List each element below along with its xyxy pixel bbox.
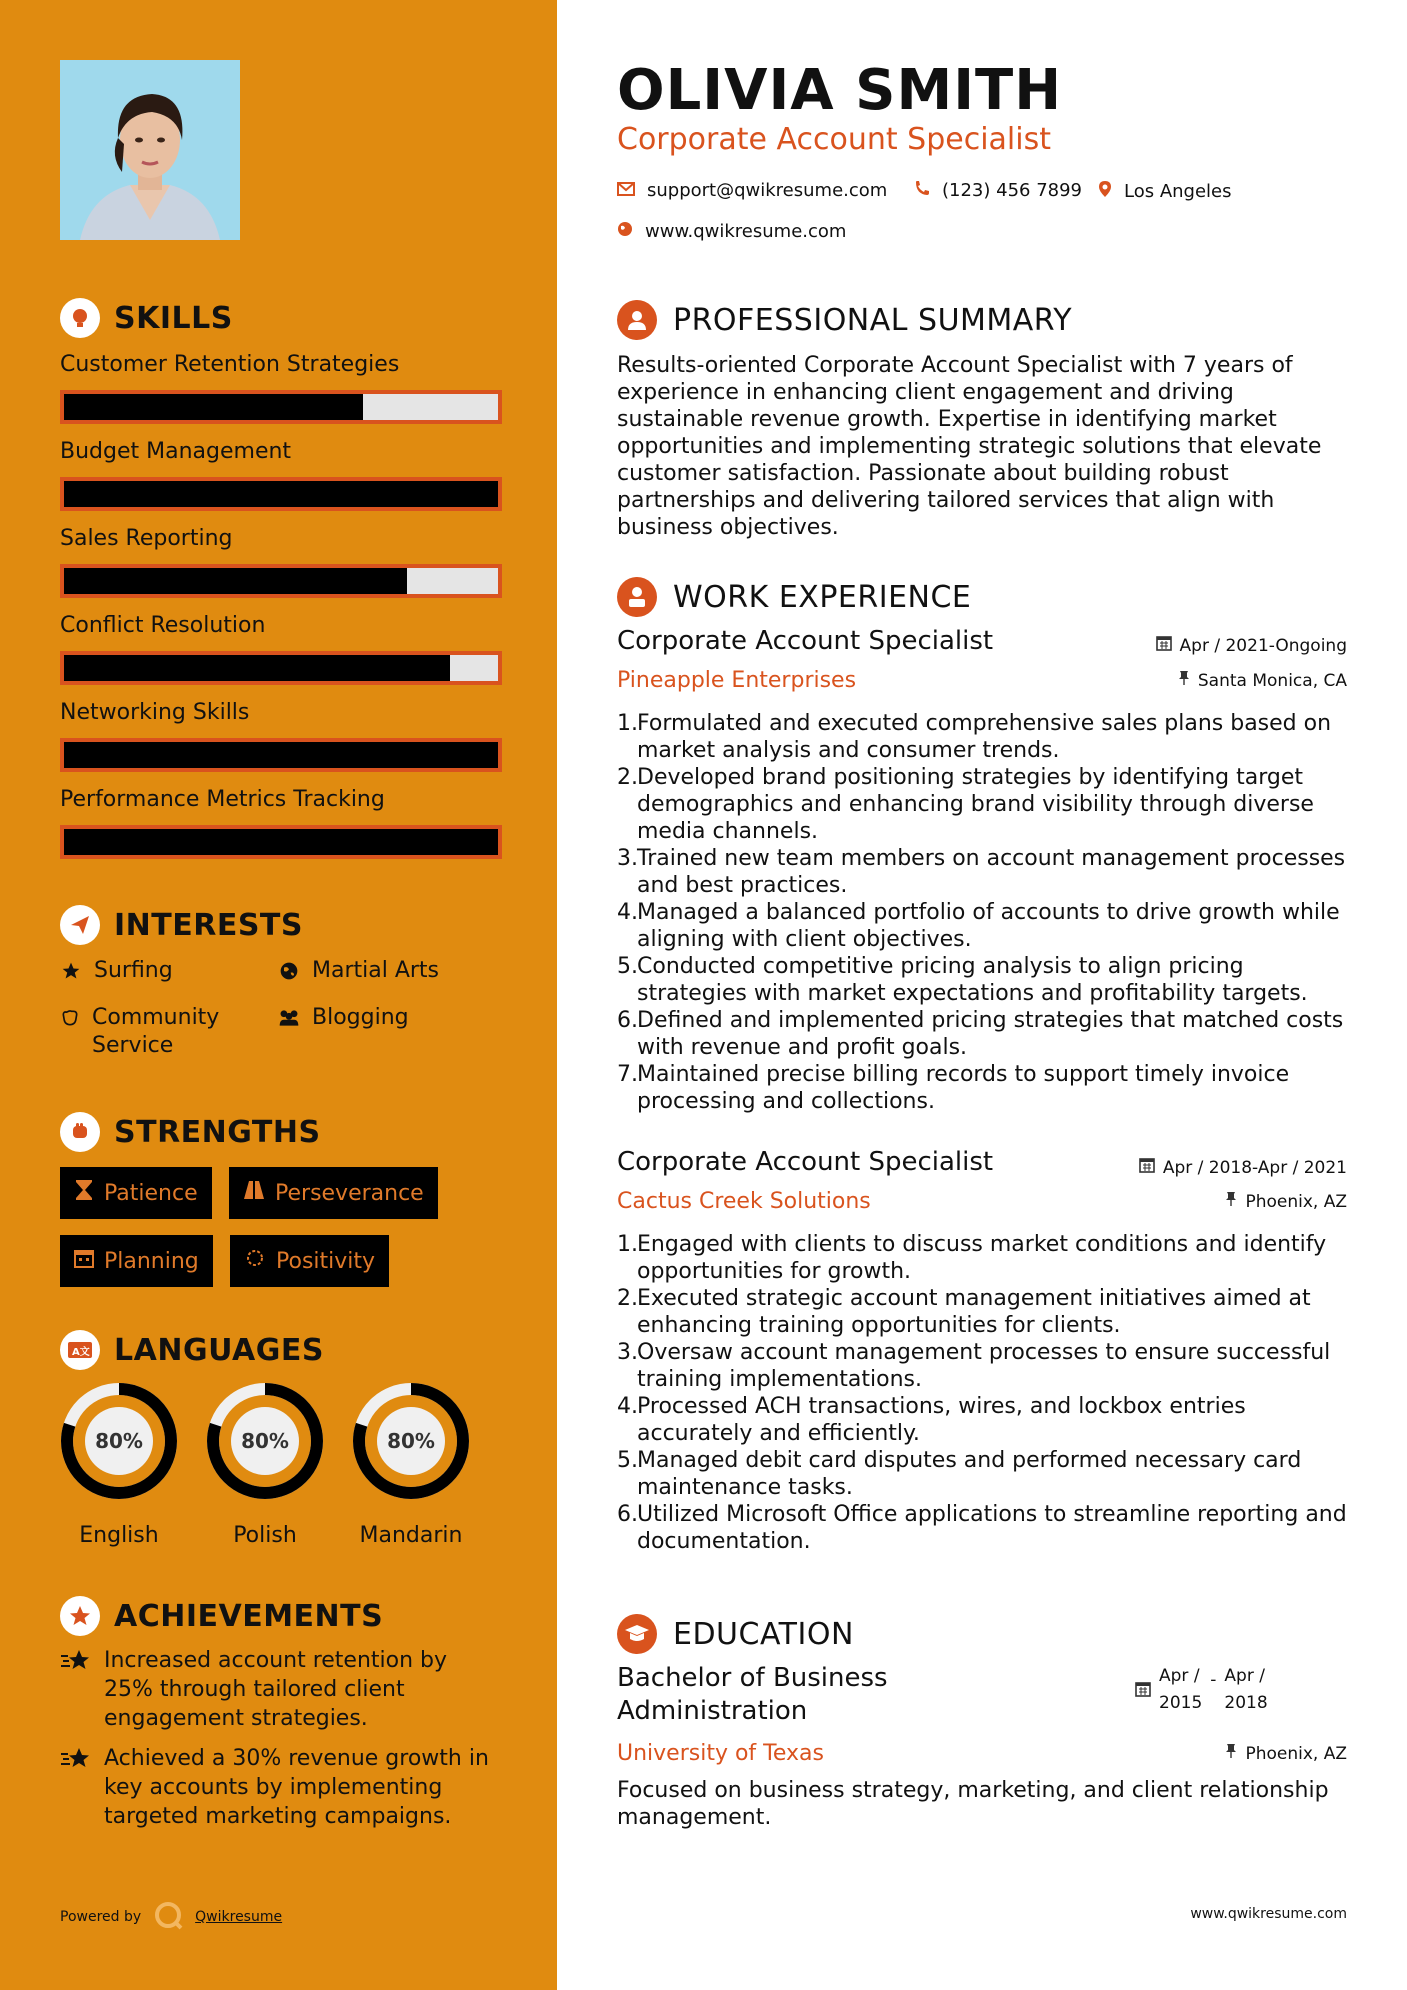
job-location-text: Santa Monica, CA [1197, 670, 1347, 691]
language-name: Polish [233, 1523, 297, 1548]
education-header [617, 1614, 854, 1654]
powered-by-label: Powered by [60, 1909, 142, 1925]
skills-title: SKILLS [114, 300, 233, 336]
education-start-month: Apr / [1159, 1666, 1200, 1686]
location-text: Los Angeles [1124, 181, 1232, 202]
education-description: Focused on business strategy, marketing, and client relationship management. [617, 1778, 1329, 1830]
main-content [557, 0, 1407, 1990]
pushpin-icon [1225, 1191, 1237, 1212]
skills-header [60, 298, 233, 338]
skill-bar-fill [64, 568, 407, 594]
job-bullet: 7. Maintained precise billing records to support timely invoice processing and collections. [617, 1062, 1290, 1114]
candidate-role: Corporate Account Specialist [617, 122, 1051, 157]
language-item [59, 1381, 179, 1548]
job-dates-text: Apr / 2018-Apr / 2021 [1162, 1157, 1347, 1178]
users-icon [278, 1004, 300, 1032]
job-bullet: 1. Formulated and executed comprehensive sales plans based on market analysis and consumer trends. [617, 711, 1332, 763]
calendar-icon [1139, 1157, 1155, 1178]
globe-icon [617, 221, 633, 242]
strength-label: Perseverance [275, 1180, 424, 1206]
star-icon [60, 957, 82, 985]
interest-item [60, 1004, 260, 1060]
language-ring [59, 1381, 179, 1501]
job-location-text: Phoenix, AZ [1245, 1191, 1347, 1212]
job-location [1178, 670, 1347, 691]
education-dates [1135, 1663, 1268, 1717]
user-icon [617, 300, 657, 340]
skill-label: Customer Retention Strategies [60, 352, 400, 377]
job-location [1225, 1191, 1347, 1212]
job-dates [1139, 1157, 1347, 1178]
lightbulb-icon [60, 298, 100, 338]
languages-title: LANGUAGES [114, 1332, 324, 1368]
education-title: EDUCATION [673, 1616, 854, 1652]
strengths-title: STRENGTHS [114, 1114, 321, 1150]
language-percent: 80% [241, 1429, 289, 1453]
job-bullets [617, 710, 1357, 1115]
skill-bar [60, 390, 502, 424]
sidebar [0, 0, 557, 1990]
job-bullet: 5. Conducted competitive pricing analysis to align pricing strategies with market expectations and profitability targets. [617, 954, 1308, 1006]
contact-email [617, 180, 887, 201]
education-end [1224, 1663, 1267, 1717]
achievement-text: Achieved a 30% revenue growth in key accounts by implementing targeted marketing campaigns. [104, 1746, 489, 1829]
job-bullet: 4. Managed a balanced portfolio of accounts to drive growth while aligning with client objectives. [617, 900, 1340, 952]
skill-bar [60, 825, 502, 859]
education-date-separator: - [1210, 1670, 1217, 1690]
job-bullet: 4. Processed ACH transactions, wires, and lockbox entries accurately and efficiently. [617, 1394, 1246, 1446]
company-name: Cactus Creek Solutions [617, 1189, 871, 1214]
language-ring [205, 1381, 325, 1501]
job-bullet: 1. Engaged with clients to discuss market conditions and identify opportunities for growth. [617, 1232, 1327, 1284]
job-bullet: 6. Defined and implemented pricing strategies that matched costs with revenue and profit goals. [617, 1008, 1344, 1060]
language-name: Mandarin [359, 1523, 463, 1548]
skill-label: Budget Management [60, 439, 292, 464]
job-bullet: 3. Trained new team members on account management processes and best practices. [617, 846, 1346, 898]
skill-label: Networking Skills [60, 700, 250, 725]
summary-text: Results-oriented Corporate Account Specialist with 7 years of experience in enhancing client engagement and driving sustainable revenue growth. Expertise in identifying market opportunities and implementing strategic solutions that elevate customer satisfaction. Passionate about building robust partnerships and delivering tailored services that align with business objectives. [617, 353, 1322, 540]
sun-icon [244, 1247, 266, 1275]
language-item [205, 1381, 325, 1548]
education-end-month: Apr / [1224, 1666, 1265, 1686]
interest-label: Blogging [312, 1005, 409, 1030]
languages-header [60, 1330, 324, 1370]
interest-label: Surfing [94, 958, 173, 983]
skill-bar [60, 738, 502, 772]
contact-phone [914, 180, 1082, 201]
candidate-name: OLIVIA SMITH [617, 58, 1063, 123]
achievements-header [60, 1596, 383, 1636]
map-pin-icon [1098, 180, 1112, 203]
job-title: Corporate Account Specialist [617, 1147, 994, 1177]
svg-text:A文: A文 [72, 1347, 90, 1358]
strengths-header [60, 1112, 321, 1152]
work-header [617, 577, 971, 617]
achievement-item [60, 1646, 500, 1733]
skill-label: Performance Metrics Tracking [60, 787, 385, 812]
pushpin-icon [1178, 670, 1190, 691]
education-location [1225, 1743, 1347, 1764]
education-start-year: 2015 [1159, 1693, 1203, 1713]
summary-header [617, 300, 1072, 340]
powered-by [60, 1900, 282, 1934]
interest-label: Community Service [92, 1005, 220, 1058]
interest-item [278, 957, 439, 985]
footer-url[interactable]: www.qwikresume.com [1190, 1906, 1347, 1922]
shooting-star-icon [60, 1646, 92, 1733]
job-bullets [617, 1231, 1357, 1555]
education-location-text: Phoenix, AZ [1245, 1743, 1347, 1764]
skill-label: Sales Reporting [60, 526, 233, 551]
pushpin-icon [1225, 1743, 1237, 1764]
summary-title: PROFESSIONAL SUMMARY [673, 302, 1073, 338]
skill-label: Conflict Resolution [60, 613, 266, 638]
language-percent: 80% [95, 1429, 143, 1453]
strength-tag [229, 1167, 438, 1219]
skill-item [60, 787, 502, 859]
fist-icon [60, 1112, 100, 1152]
skill-bar-fill [64, 829, 498, 855]
interests-title: INTERESTS [114, 907, 303, 943]
interest-label: Martial Arts [312, 958, 440, 983]
language-ring [351, 1381, 471, 1501]
skill-bar [60, 564, 502, 598]
language-percent: 80% [387, 1429, 435, 1453]
calendar-icon [1135, 1663, 1151, 1717]
website-text[interactable]: www.qwikresume.com [645, 221, 847, 242]
school-name: University of Texas [617, 1741, 824, 1766]
hand-icon [60, 1004, 80, 1032]
job-bullet: 2. Executed strategic account management initiatives aimed at enhancing training opportunities for clients. [617, 1286, 1311, 1338]
work-title: WORK EXPERIENCE [673, 579, 972, 615]
contact-website [617, 221, 846, 242]
skill-bar-fill [64, 655, 450, 681]
strength-label: Planning [104, 1248, 199, 1274]
job-bullet: 2. Developed brand positioning strategies by identifying target demographics and enhancing brand visibility through diverse media channels. [617, 765, 1314, 844]
road-icon [243, 1180, 265, 1206]
translate-icon [60, 1330, 100, 1370]
skill-item [60, 526, 502, 598]
skill-bar [60, 651, 502, 685]
job-dates-text: Apr / 2021-Ongoing [1179, 635, 1347, 656]
skill-bar-fill [64, 481, 498, 507]
envelope-icon [617, 180, 635, 201]
skill-bar [60, 477, 502, 511]
job-bullet: 3. Oversaw account management processes to ensure successful training implementations. [617, 1340, 1331, 1392]
skill-bar-fill [64, 742, 498, 768]
trophy-star-icon [60, 1596, 100, 1636]
strength-tag [60, 1235, 213, 1287]
achievement-text: Increased account retention by 25% through tailored client engagement strategies. [104, 1648, 448, 1731]
qwikresume-link[interactable]: Qwikresume [195, 1909, 283, 1925]
graduation-cap-icon [617, 1614, 657, 1654]
company-name: Pineapple Enterprises [617, 668, 857, 693]
language-name: English [79, 1523, 159, 1548]
skill-item [60, 700, 502, 772]
strength-label: Patience [104, 1180, 198, 1206]
email-text[interactable]: support@qwikresume.com [647, 180, 888, 201]
paper-plane-icon [60, 905, 100, 945]
briefcase-user-icon [617, 577, 657, 617]
job-bullet: 6. Utilized Microsoft Office applications to streamline reporting and documentation. [617, 1502, 1347, 1554]
phone-icon [914, 180, 930, 201]
education-end-year: 2018 [1224, 1693, 1268, 1713]
calendar-icon [74, 1248, 94, 1274]
interest-item [60, 957, 173, 985]
globe-icon [278, 957, 300, 985]
strength-label: Positivity [276, 1248, 376, 1274]
hourglass-icon [74, 1179, 94, 1207]
shooting-star-icon [60, 1744, 92, 1831]
skill-bar-fill [64, 394, 363, 420]
calendar-icon [1156, 635, 1172, 656]
skill-item [60, 613, 502, 685]
achievements-title: ACHIEVEMENTS [114, 1598, 384, 1634]
skill-item [60, 439, 502, 511]
contact-location [1098, 180, 1232, 203]
interests-header [60, 905, 303, 945]
language-item [351, 1381, 471, 1548]
qwikresume-logo-icon [153, 1900, 183, 1934]
job-title: Corporate Account Specialist [617, 626, 994, 656]
degree-title: Bachelor of Business Administration [617, 1663, 888, 1726]
avatar [60, 60, 240, 240]
interest-item [278, 1004, 409, 1032]
strength-tag [60, 1167, 212, 1219]
strength-tag [230, 1235, 389, 1287]
skill-item [60, 352, 502, 424]
achievement-item [60, 1744, 500, 1831]
phone-text[interactable]: (123) 456 7899 [942, 180, 1083, 201]
job-dates [1156, 635, 1347, 656]
profile-photo [60, 60, 240, 240]
education-start [1159, 1663, 1202, 1717]
job-bullet: 5. Managed debit card disputes and performed necessary card maintenance tasks. [617, 1448, 1302, 1500]
